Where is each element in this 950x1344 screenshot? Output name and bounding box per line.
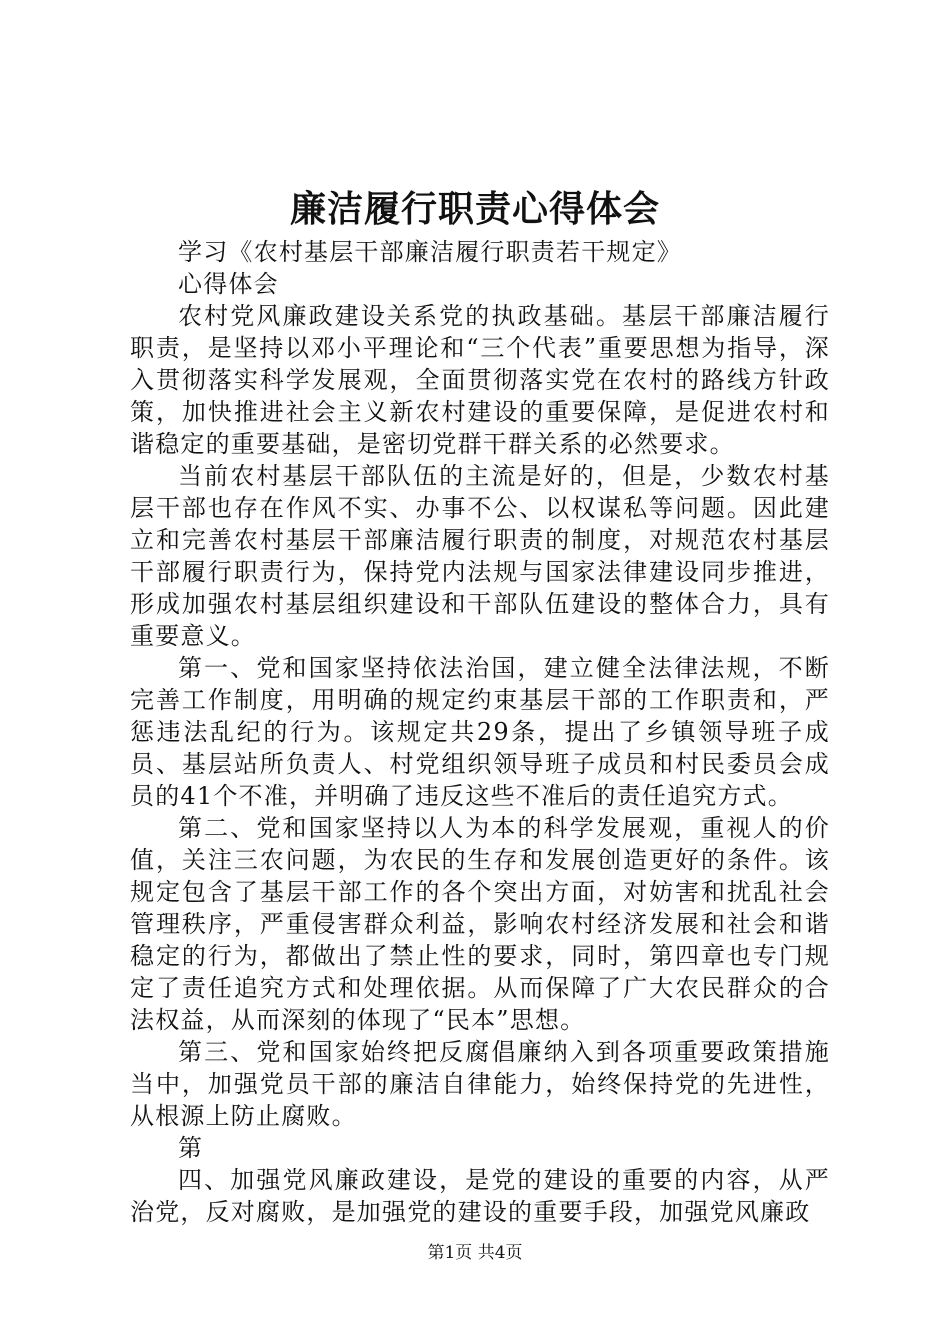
page-number-footer: 第1页 共4页	[427, 1243, 523, 1263]
paragraph-current-situation: 当前农村基层干部队伍的主流是好的，但是，少数农村基层干部也存在作风不实、办事不公、以权谋私等问题。因此建立和完善农村基层干部廉洁履行职责的制度，对规范农村基层干部履行职责行为，保持党内法规与国家法律建设同步推进，形成加强农村基层组织建设和干部队伍建设的整体合力，具有重要意义。	[130, 462, 830, 650]
paragraph-point-three: 第三、党和国家始终把反腐倡廉纳入到各项重要政策措施当中，加强党员干部的廉洁自律能力，始终保持党的先进性，从根源上防止腐败。	[130, 1038, 830, 1130]
paragraph-point-four: 四、加强党风廉政建设，是党的建设的重要的内容，从严治党，反对腐败，是加强党的建设的重要手段，加强党风廉政	[130, 1166, 830, 1226]
paragraph-subtitle-line1: 学习《农村基层干部廉洁履行职责若干规定》	[178, 238, 682, 266]
paragraph-subtitle-line2: 心得体会	[178, 270, 279, 298]
paragraph-point-one: 第一、党和国家坚持依法治国，建立健全法律法规，不断完善工作制度，用明确的规定约束基层干部的工作职责和，严惩违法乱纪的行为。该规定共29条，提出了乡镇领导班子成员、基层站所负责人、村党组织领导班子成员和村民委员会成员的41个不准，并明确了违反这些不准后的责任追究方式。	[130, 654, 830, 810]
paragraph-point-two: 第二、党和国家坚持以人为本的科学发展观，重视人的价值，关注三农问题，为农民的生存和发展创造更好的条件。该规定包含了基层干部工作的各个突出方面，对妨害和扰乱社会管理秩序，严重侵害群众利益，影响农村经济发展和社会和谐稳定的行为，都做出了禁止性的要求，同时，第四章也专门规定了责任追究方式和处理依据。从而保障了广大农民群众的合法权益，从而深刻的体现了“民本”思想。	[130, 814, 830, 1034]
document-body	[130, 236, 830, 1228]
document-title: 廉洁履行职责心得体会	[289, 188, 660, 230]
paragraph-fragment: 第	[178, 1134, 204, 1162]
paragraph-intro: 农村党风廉政建设关系党的执政基础。基层干部廉洁履行职责，是坚持以邓小平理论和“三个代表”重要思想为指导，深入贯彻落实科学发展观，全面贯彻落实党在农村的路线方针政策，加快推进社会主义新农村建设的重要保障，是促进农村和谐稳定的重要基础，是密切党群干群关系的必然要求。	[130, 302, 830, 458]
